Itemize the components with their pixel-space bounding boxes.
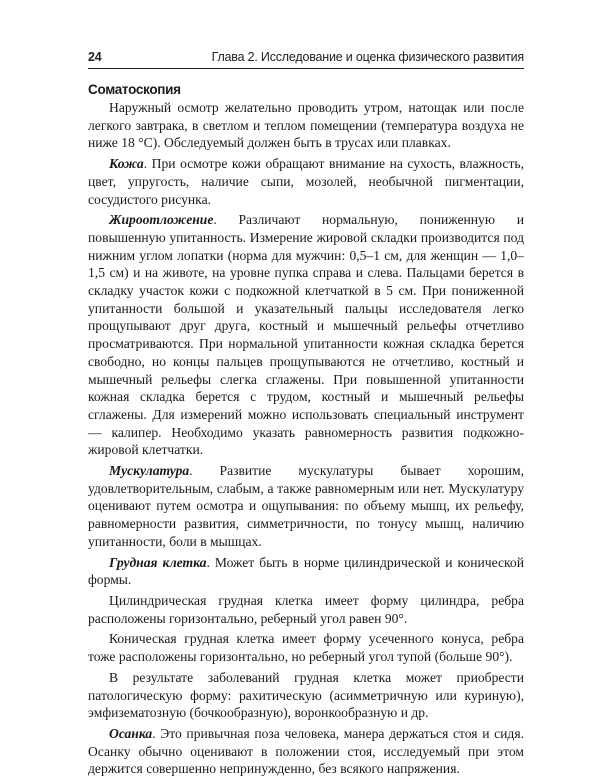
- paragraph: [88, 554, 524, 589]
- paragraph: [88, 669, 524, 722]
- paragraph-text: В результате заболеваний грудная клетка может приобрести патологическую форму: рахитическую (асимметричную или куриную), эмфизематозную (бочкообразную), воронкообразную и др.: [88, 669, 524, 721]
- paragraph: [88, 155, 524, 208]
- paragraph-text: . Это привычная поза человека, манера держаться стоя и сидя. Осанку обычно оценивают в положении стоя, исследуемый при этом держится совершенно непринужденно, без всякого напряжения.: [88, 725, 524, 777]
- paragraph-term: Мускулатура: [109, 463, 190, 479]
- paragraph: [88, 211, 524, 459]
- paragraph: [88, 462, 524, 551]
- paragraph-term: Осанка: [109, 725, 153, 741]
- paragraph-text: . Развитие мускулатуры бывает хорошим, удовлетворительным, слабым, а также равномерным или нет. Мускулатуру оценивают путем осмотра и ощупывания: по объему мышц, их рельефу, равномерности развития, симметричности, по тонусу мышц, наличию упитанности, боли в мышцах.: [88, 463, 524, 549]
- header-rule: [88, 68, 524, 69]
- page-number: 24: [88, 50, 102, 64]
- paragraph-text: . Может быть в норме цилиндрической и конической формы.: [88, 554, 524, 588]
- paragraph-text: Коническая грудная клетка имеет форму усеченного конуса, ребра тоже расположены горизонтально, но реберный угол тупой (больше 90°).: [88, 631, 524, 665]
- paragraph-text: Наружный осмотр желательно проводить утром, натощак или после легкого завтрака, в светлом и теплом помещении (температура воздуха не ниже 18 °С). Обследуемый должен быть в трусах или плавках.: [88, 100, 524, 151]
- paragraph-term: Грудная клетка: [109, 554, 207, 570]
- paragraph-text: . При осмотре кожи обращают внимание на сухость, влажность, цвет, упругость, наличие сыпи, мозолей, необычной пигментации, сосудистого рисунка.: [88, 156, 524, 207]
- paragraph: [88, 630, 524, 665]
- paragraph-term: Кожа: [109, 156, 144, 172]
- paragraph: [88, 99, 524, 152]
- running-header: [88, 50, 524, 64]
- running-title: Глава 2. Исследование и оценка физического развития: [211, 50, 524, 64]
- paragraph: [88, 592, 524, 627]
- section-title: Соматоскопия: [88, 82, 181, 97]
- paragraph-term: Жироотложение: [109, 212, 214, 228]
- paragraph-text: . Различают нормальную, пониженную и повышенную упитанность. Измерение жировой складки производится под нижним углом лопатки (норма для мужчин: 0,5–1 см, для женщин — 1,0–1,5 см) и на животе, на уровне пупка справа и слева. Пальцами берется в складку участок кожи с подкожной клетчаткой в 5 см. При пониженной упитанности большой и указательный пальцы исследователя легко прощупывают друг друга, костный и мышечный рельефы отчетливо просматриваются. При нормальной упитанности кожная складка берется свободно, но концы пальцев прощупываются не отчетливо, костный и мышечный рельефы слегка сглажены. При повышенной упитанности кожная складка берется с трудом, костный и мышечный рельефы сглажены. Для измерений можно использовать специальный инструмент — калипер. Необходимо указать равномерность развития подкожно-жировой клетчатки.: [88, 212, 524, 458]
- paragraph-text: Цилиндрическая грудная клетка имеет форму цилиндра, ребра расположены горизонтально, реберный угол равен 90°.: [88, 592, 524, 626]
- paragraph: [88, 725, 524, 778]
- body-text: [88, 99, 524, 778]
